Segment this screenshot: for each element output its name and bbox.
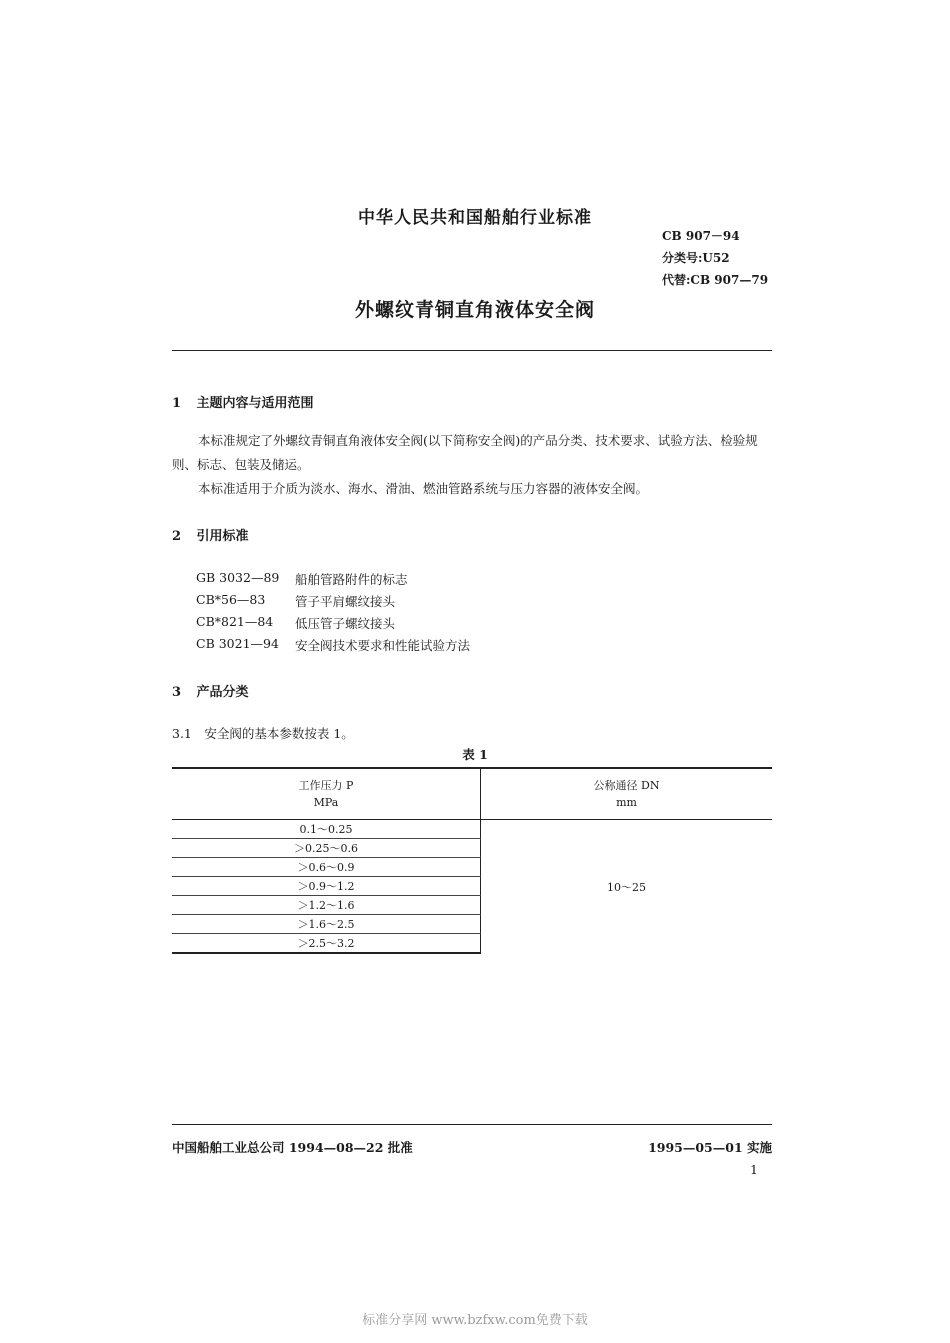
- pressure-header-unit: MPa: [313, 796, 339, 809]
- page-number: 1: [750, 1162, 758, 1177]
- pressure-column-header: [172, 768, 481, 820]
- section-1-heading: [172, 392, 314, 411]
- parameter-table: [172, 767, 772, 954]
- ref-title: 船舶管路附件的标志: [295, 572, 408, 587]
- section-1-paragraph-1: 本标准规定了外螺纹青铜直角液体安全阀(以下简称安全阀)的产品分类、技术要求、试验方法、检验规则、标志、包装及储运。: [172, 433, 758, 472]
- ref-code: CB 3021—94: [196, 636, 279, 651]
- section-1-number: 1: [172, 396, 182, 411]
- ref-title: 低压管子螺纹接头: [295, 616, 396, 631]
- pressure-header-label: 工作压力 P: [298, 779, 354, 792]
- table-caption: 表 1: [462, 747, 488, 762]
- document-title: 外螺纹青铜直角液体安全阀: [354, 299, 595, 321]
- title-divider: [172, 350, 772, 351]
- pressure-cell: ＞0.9～1.2: [172, 877, 481, 896]
- standard-code: CB 907－94: [662, 229, 740, 243]
- replaces-standard: 代替:CB 907—79: [662, 273, 769, 287]
- dn-cell: 10～25: [607, 880, 646, 894]
- section-3-heading: [172, 681, 249, 700]
- section-3-title: 产品分类: [196, 685, 249, 700]
- table-row: [172, 820, 772, 839]
- section-2-heading: [172, 525, 249, 544]
- pressure-cell: 0.1～0.25: [172, 820, 481, 839]
- section-1-title: 主题内容与适用范围: [196, 396, 314, 411]
- footer-divider: [172, 1124, 772, 1125]
- classification-number: 分类号:U52: [662, 251, 730, 265]
- approval-info: 中国船舶工业总公司 1994—08—22 批准: [172, 1140, 413, 1155]
- issuing-body-heading: 中华人民共和国船舶行业标准: [358, 208, 592, 228]
- pressure-cell: ＞1.2～1.6: [172, 896, 481, 915]
- pressure-cell: ＞1.6～2.5: [172, 915, 481, 934]
- effective-date: 1995—05—01 实施: [648, 1140, 772, 1155]
- ref-title: 管子平肩螺纹接头: [295, 594, 396, 609]
- dn-column-header: [481, 768, 773, 820]
- section-1-paragraph-2: 本标准适用于介质为淡水、海水、滑油、燃油管路系统与压力容器的液体安全阀。: [198, 481, 649, 496]
- dn-header-unit: mm: [616, 796, 637, 809]
- pressure-cell: ＞0.25～0.6: [172, 839, 481, 858]
- dn-header-label: 公称通径 DN: [593, 779, 660, 792]
- section-3-number: 3: [172, 685, 182, 700]
- ref-code: GB 3032—89: [196, 570, 280, 585]
- table-header-row: [172, 768, 772, 820]
- pressure-cell: ＞2.5～3.2: [172, 934, 481, 954]
- subsection-3-1: 3.1 安全阀的基本参数按表 1。: [172, 726, 354, 741]
- section-2-number: 2: [172, 529, 182, 544]
- ref-code: CB*56—83: [196, 592, 266, 607]
- pressure-cell: ＞0.6～0.9: [172, 858, 481, 877]
- section-2-title: 引用标准: [196, 529, 249, 544]
- site-watermark: 标准分享网 www.bzfxw.com免费下载: [362, 1313, 588, 1328]
- ref-title: 安全阀技术要求和性能试验方法: [295, 638, 471, 653]
- ref-code: CB*821—84: [196, 614, 274, 629]
